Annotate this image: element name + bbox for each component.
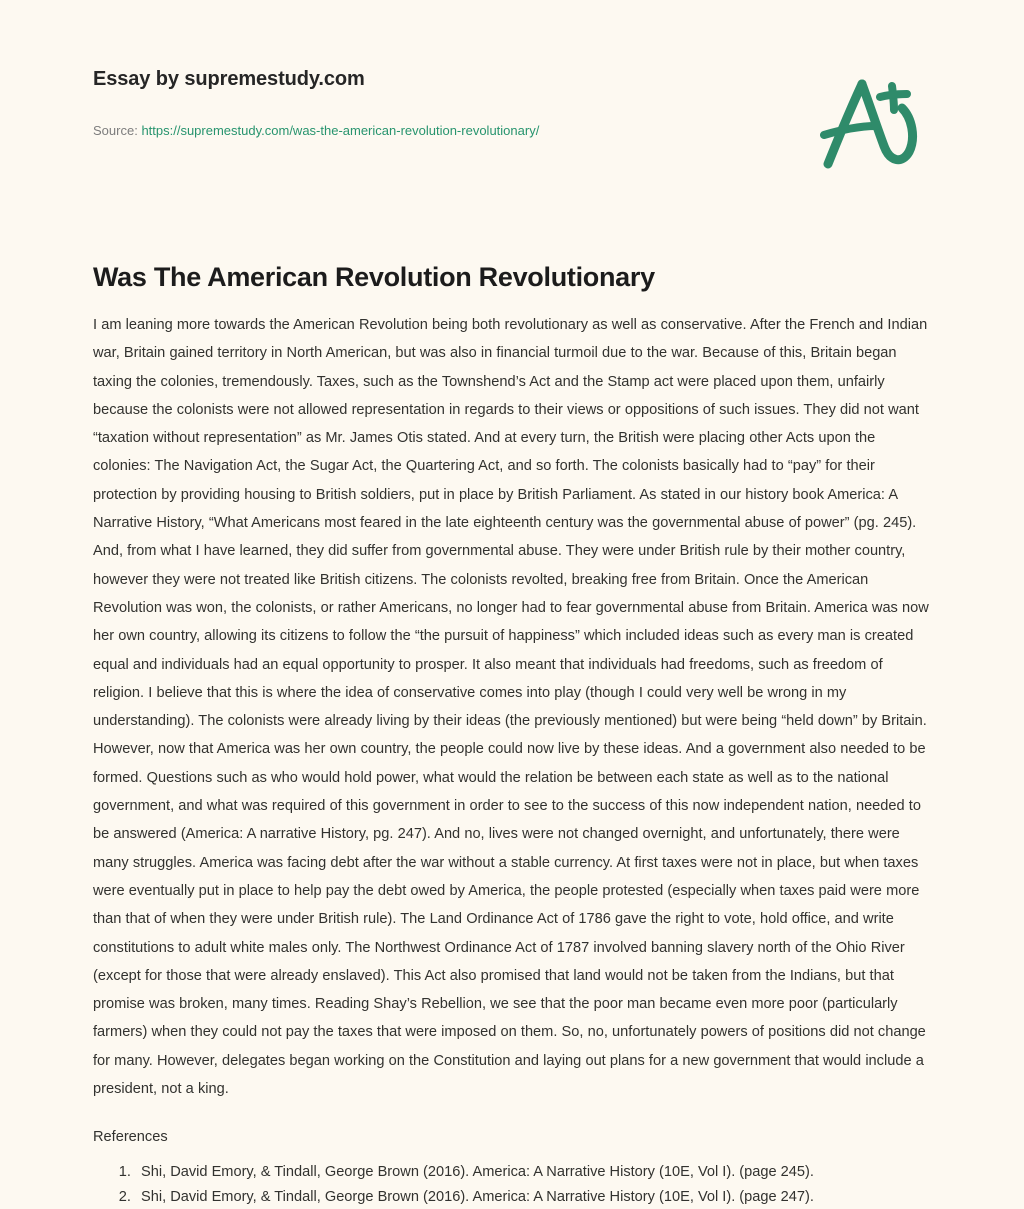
references-list <box>93 1160 936 1209</box>
page-title: Was The American Revolution Revolutionary <box>93 262 655 293</box>
reference-item: 2. Shi, David Emory, & Tindall, George Brown (2016). America: A Narrative History (10E, Vol I). (page 247). <box>135 1185 936 1209</box>
source-label: Source: <box>93 123 138 138</box>
article-content <box>93 311 936 1209</box>
reference-item: 1. Shi, David Emory, & Tindall, George Brown (2016). America: A Narrative History (10E, Vol I). (page 245). <box>135 1160 936 1185</box>
essay-body-paragraph: I am leaning more towards the American Revolution being both revolutionary as well as conservative. After the French and Indian war, Britain gained territory in North American, but was also in financial turmoil due to the war. Because of this, Britain began taxing the colonies, tremendously. Taxes, such as the Townshend’s Act and the Stamp act were placed upon them, unfairly because the colonists were not allowed representation in regards to their views or oppositions of such issues. They did not want “taxation without representation” as Mr. James Otis stated. And at every turn, the British were placing other Acts upon the colonies: The Navigation Act, the Sugar Act, the Quartering Act, and so forth. The colonists basically had to “pay” for their protection by providing housing to British soldiers, put in place by British Parliament. As stated in our history book America: A Narrative History, “What Americans most feared in the late eighteenth century was the governmental abuse of power” (pg. 245). And, from what I have learned, they did suffer from governmental abuse. They were under British rule by their mother country, however they were not treated like British citizens. The colonists revolted, breaking free from Britain. Once the American Revolution was won, the colonists, or rather Americans, no longer had to fear governmental abuse from Britain. America was now her own country, allowing its citizens to follow the “the pursuit of happiness” which included ideas such as every man is created equal and individuals had an equal opportunity to prosper. It also meant that individuals had freedoms, such as freedom of religion. I believe that this is where the idea of conservative comes into play (though I could very well be wrong in my understanding). The colonists were already living by their ideas (the previously mentioned) but were being “held down” by Britain. However, now that America was her own country, the people could now live by these ideas. And a government also needed to be formed. Questions such as who would hold power, what would the relation be between each state as well as to the national government, and what was required of this government in order to see to the success of this now independent nation, needed to be answered (America: A narrative History, pg. 247). And no, lives were not changed overnight, and unfortunately, there were many struggles. America was facing debt after the war without a stable currency. At first taxes were not in place, but when taxes were eventually put in place to help pay the debt owed by America, the people protested (especially when taxes paid were more than that of when they were under British rule). The Land Ordinance Act of 1786 gave the right to vote, hold office, and write constitutions to adult white males only. The Northwest Ordinance Act of 1787 involved banning slavery north of the Ohio River (except for those that were already enslaved). This Act also promised that land would not be taken from the Indians, but that promise was broken, many times. Reading Shay’s Rebellion, we see that the poor man became even more poor (particularly farmers) when they could not pay the taxes that were imposed on them. So, no, unfortunately powers of positions did not change for many. However, delegates began working on the Constitution and laying out plans for a new government that would include a president, not a king. <box>93 317 929 1098</box>
brand-title: Essay by supremestudy.com <box>93 68 365 90</box>
source-line <box>93 123 539 138</box>
page-header <box>0 0 1024 200</box>
aplus-logo-icon <box>806 72 926 177</box>
references-heading: References <box>93 1129 168 1146</box>
source-url-link[interactable]: https://supremestudy.com/was-the-american-revolution-revolutionary/ <box>141 123 540 138</box>
